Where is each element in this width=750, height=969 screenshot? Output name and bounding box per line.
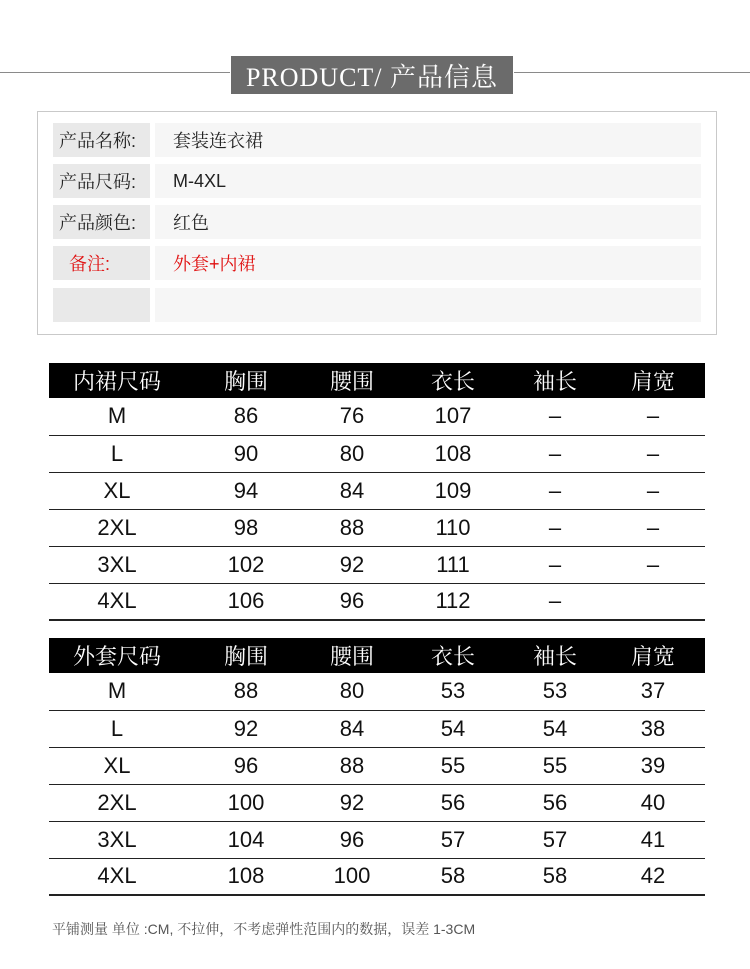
table-cell: M (49, 398, 185, 435)
header-cell: 袖长 (509, 638, 601, 673)
measurement-footnote: 平铺测量 单位 :CM, 不拉伸，不考虑弹性范围内的数据，误差 1-3CM (52, 921, 476, 937)
info-row-size (53, 164, 701, 198)
table-cell: 88 (307, 747, 397, 784)
table-cell: 90 (185, 435, 307, 472)
table-cell: 3XL (49, 821, 185, 858)
table-cell: M (49, 673, 185, 710)
header-cell: 胸围 (185, 363, 307, 398)
table-cell: 100 (307, 858, 397, 895)
table-cell: 41 (601, 821, 705, 858)
table-row (49, 710, 705, 747)
header-cell: 胸围 (185, 638, 307, 673)
table-cell: 58 (509, 858, 601, 895)
header-divider-left (0, 72, 230, 73)
table-cell: 37 (601, 673, 705, 710)
table-cell: 55 (397, 747, 509, 784)
table-cell: – (509, 583, 601, 620)
table-cell: 102 (185, 546, 307, 583)
table-cell: 54 (509, 710, 601, 747)
table-cell: 106 (185, 583, 307, 620)
table-cell: 2XL (49, 509, 185, 546)
outer-jacket-size-table (49, 638, 705, 896)
header-cell: 肩宽 (601, 638, 705, 673)
table-cell: – (509, 472, 601, 509)
table-cell: 56 (397, 784, 509, 821)
table-row (49, 398, 705, 435)
table-cell: 56 (509, 784, 601, 821)
table-cell: – (601, 398, 705, 435)
table-cell: L (49, 710, 185, 747)
table-cell: 110 (397, 509, 509, 546)
info-label: 备注: (53, 246, 150, 280)
table-cell: 112 (397, 583, 509, 620)
table-cell: XL (49, 747, 185, 784)
table-cell: 100 (185, 784, 307, 821)
table-cell: 57 (509, 821, 601, 858)
table-cell: 57 (397, 821, 509, 858)
table-row (49, 583, 705, 620)
info-value (155, 288, 701, 322)
table-cell: 38 (601, 710, 705, 747)
info-value: M-4XL (155, 164, 701, 198)
table-cell: – (601, 472, 705, 509)
table-cell: 108 (397, 435, 509, 472)
table-cell: 92 (307, 784, 397, 821)
table-cell: 4XL (49, 858, 185, 895)
header-cell: 腰围 (307, 638, 397, 673)
table-header-row (49, 638, 705, 673)
table-row (49, 821, 705, 858)
table-cell: 54 (397, 710, 509, 747)
info-value: 红色 (155, 205, 701, 239)
table-cell: 3XL (49, 546, 185, 583)
table-cell: 88 (185, 673, 307, 710)
table-row (49, 546, 705, 583)
table-cell: 84 (307, 710, 397, 747)
table-cell: 96 (307, 583, 397, 620)
table-cell: 42 (601, 858, 705, 895)
table-cell: – (601, 509, 705, 546)
table-cell: – (509, 398, 601, 435)
table-header-row (49, 363, 705, 398)
table-cell: 88 (307, 509, 397, 546)
section-title: PRODUCT/ 产品信息 (231, 56, 513, 94)
table-cell: XL (49, 472, 185, 509)
info-row-color (53, 205, 701, 239)
header-cell: 衣长 (397, 363, 509, 398)
info-label (53, 288, 150, 322)
table-cell: 84 (307, 472, 397, 509)
table-row (49, 858, 705, 895)
table-cell: 2XL (49, 784, 185, 821)
table-cell: 40 (601, 784, 705, 821)
table-cell: 107 (397, 398, 509, 435)
table-cell: 92 (185, 710, 307, 747)
table-cell: 53 (397, 673, 509, 710)
info-row-remark (53, 246, 701, 280)
table-cell: 108 (185, 858, 307, 895)
table-cell: – (509, 546, 601, 583)
table-cell: 80 (307, 435, 397, 472)
table-cell: 80 (307, 673, 397, 710)
table-cell: – (601, 435, 705, 472)
inner-skirt-size-table (49, 363, 705, 621)
header-cell: 袖长 (509, 363, 601, 398)
table-cell: 104 (185, 821, 307, 858)
table-row (49, 435, 705, 472)
table-cell: 53 (509, 673, 601, 710)
table-cell: 76 (307, 398, 397, 435)
table-cell: – (509, 435, 601, 472)
table-cell: 111 (397, 546, 509, 583)
header-cell: 外套尺码 (49, 638, 185, 673)
table-cell: 55 (509, 747, 601, 784)
table-cell: 39 (601, 747, 705, 784)
info-row-name (53, 123, 701, 157)
table-cell: 94 (185, 472, 307, 509)
table-cell: 98 (185, 509, 307, 546)
table-cell: 92 (307, 546, 397, 583)
info-label: 产品尺码: (53, 164, 150, 198)
table-cell: 96 (307, 821, 397, 858)
table-cell: – (509, 509, 601, 546)
table-cell: – (601, 546, 705, 583)
product-info-box (37, 111, 717, 335)
table-cell: L (49, 435, 185, 472)
header-cell: 肩宽 (601, 363, 705, 398)
table-row (49, 509, 705, 546)
table-cell: 86 (185, 398, 307, 435)
table-row (49, 784, 705, 821)
table-cell: 96 (185, 747, 307, 784)
header-cell: 内裙尺码 (49, 363, 185, 398)
info-value: 套装连衣裙 (155, 123, 701, 157)
info-value: 外套+内裙 (155, 246, 701, 280)
table-cell: 58 (397, 858, 509, 895)
table-cell (601, 583, 705, 620)
table-row (49, 472, 705, 509)
header-cell: 腰围 (307, 363, 397, 398)
table-cell: 109 (397, 472, 509, 509)
header-cell: 衣长 (397, 638, 509, 673)
info-label: 产品颜色: (53, 205, 150, 239)
table-row (49, 673, 705, 710)
table-cell: 4XL (49, 583, 185, 620)
table-row (49, 747, 705, 784)
info-row-empty (53, 288, 701, 322)
header-divider-right (514, 72, 750, 73)
info-label: 产品名称: (53, 123, 150, 157)
